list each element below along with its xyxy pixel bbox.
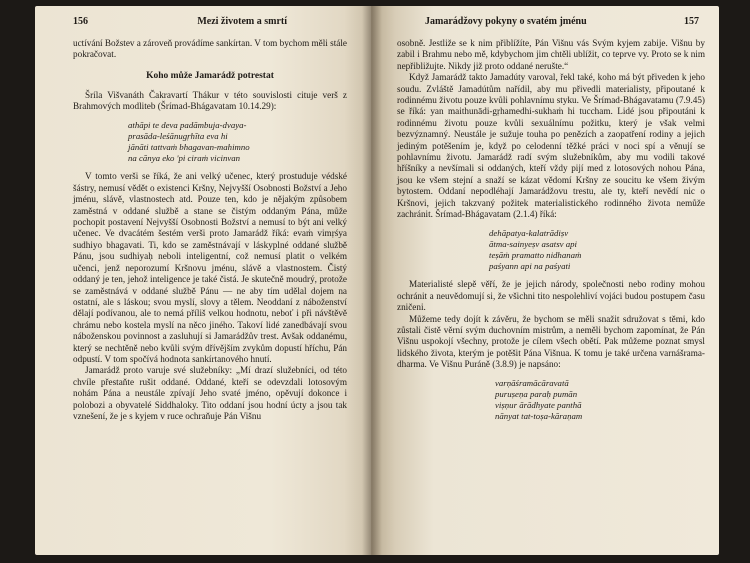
right-page — [371, 6, 719, 555]
sanskrit-verse — [397, 378, 705, 423]
paragraph: Jamarádž proto varuje své služebníky: „Mí drazí služebníci, od této chvíle přestaňte rušit oddané. Oddané, kteří se odevzdali lotosovým nohám Pána a neustále zpívají Jeho svaté jméno, opěvují dokonce i polobozi a obyvatelé Siddhaloky. Tito oddaní jsou hodní úcty a jsou tak vznešení, že je s kyjem v ruce ochraňuje Pán Višnu — [73, 365, 347, 421]
verse-line: athāpi te deva padāmbuja-dvaya- — [128, 119, 247, 130]
left-page — [35, 6, 371, 555]
page-number-right: 157 — [684, 16, 699, 27]
section-heading: Koho může Jamarádž potrestat — [146, 70, 274, 81]
running-head-left — [73, 16, 347, 29]
book-gutter — [362, 6, 382, 555]
running-title-right: Jamarádžovy pokyny o svatém jménu — [425, 16, 587, 27]
verse-line: ātma-sainyeṣv asatsv api — [489, 238, 577, 249]
paragraph: osobně. Jestliže se k nim přiblížíte, Pán Višnu vás Svým kyjem zabije. Višnu by zabil i Brahmu nebo mě, kdybychom jim chtěli ublížit, co teprve vy. Proto se k nim nepřibližujte. Nikdy již proto oddané nerušte.“ — [397, 38, 705, 71]
verse-line: jānāti tattvaṁ bhagavan-mahimno — [128, 142, 250, 153]
verse-line: na cānya eko 'pi ciraṁ vicinvan — [128, 153, 241, 164]
verse-line: dehāpatya-kalatrādiṣv — [489, 227, 569, 238]
paragraph: Šríla Višvanáth Čakravartí Thákur v této souvislosti cituje verš z Brahmových modliteb (Šrímad-Bhágavatam 10.14.29): — [73, 89, 347, 112]
paragraph: Můžeme tedy dojít k závěru, že bychom se měli snažit sdružovat s těmi, kdo zůstali čistě věrní svým duchovním mistrům, a neměli bychom zapomínat, že Pán Višnu uspokojí všechny, protože je cílem všech obětí. Pak můžeme poznat smysl lidského života, kterým je potěšit Pána Višnua. K tomu je také určena varnášrama-dharma. Ve Višnu Puráně (3.8.9) je napsáno: — [397, 313, 705, 370]
verse-line: teṣāṁ pramatto nidhanaṁ — [489, 249, 582, 260]
paragraph: Materialisté slepě věří, že je jejich národy, společnosti nebo rodiny mohou ochránit a neuvědomují si, že všichni tito nespolehliví vojáci budou postupem času zničeni. — [397, 279, 705, 313]
running-head-right — [397, 16, 705, 29]
sanskrit-verse — [397, 228, 705, 273]
sanskrit-verse — [73, 120, 347, 165]
page-number-left: 156 — [73, 16, 88, 27]
verse-line: prasāda-leśānugṛhīta eva hi — [128, 130, 228, 141]
verse-line: varṇāśramācāravatā — [495, 377, 569, 388]
verse-line: viṣṇur ārādhyate panthā — [495, 399, 582, 410]
verse-line: puruṣeṇa paraḥ pumān — [495, 388, 578, 399]
verse-line: nānyat tat-toṣa-kāraṇam — [495, 411, 583, 422]
paragraph: uctívání Božstev a zároveň provádíme sankírtan. V tom bychom měli stále pokračovat. — [73, 38, 347, 60]
verse-line: paśyann api na paśyati — [489, 261, 571, 272]
paragraph: V tomto verši se říká, že ani velký učenec, který prostuduje védské šástry, nemusí vědět o existenci Kršny, Nejvyšší Osobnosti Božství a Jeho jménu, slávě, vlastnostech atd. Pouze ten, kdo je nějakým způsobem zaměstná v oddané službě a stane se čistým oddaným Pána, může pochopit postavení Nejvyšší Osobnosti Božství a nemusí to být ani velký učenec. Ve dvacátém šestém verši proto Jamarádž říká: evaṁ vimṛśya sudhiyo bhagavati. Ti, kdo se zaměstnávají v láskyplné oddané službě Pánu, jsou sudhiyaḥ neboli inteligentní, což nemusí platit o velkém učenci, jenž neporozumí Kršnovu jménu, slávě a vlastnostem. Čistý oddaný je ten, jehož inteligence je také čistá. Je skutečně moudrý, protože se zaměstnává v oddané službě Pánu — ne aby tím udělal dojem na ostatní, ale s láskou; svou myslí, slovy a tělem. Neoddaní z náboženství dělají podívanou, ale to nemá příliš velkou hodnotu, neboť i při návštěvě chrámu nebo kostela myslí na něco jiného. Takoví lidé zanedbávají svou náboženskou povinnost a zasluhují si Jamarádžův trest. Avšak oddanému, který se nechtěně nebo kvůli svým dřívějším zvykům dopustí hříchu, Pán odpustí. V tom spočívá hodnota sankírtanového hnutí. — [73, 171, 347, 364]
running-title-left: Mezi životem a smrtí — [197, 16, 287, 27]
paragraph: Když Jamarádž takto Jamadúty varoval, řekl také, koho má být přiveden k jeho soudu. Zvláště Jamadútům nařídil, aby mu přivedli materialisty, připoutané k rodinnému životu pouze kvůli pohlavnímu styku. Ve Šrímad-Bhágavatamu (7.9.45) se říká: yan maithunādi-gṛhamedhi-sukhaṁ hi tuccham. Lidé jsou připoutáni k rodinnému životu pouze kvůli sexuálnímu požitku, který je však velmi bezvýznamný. Neustále je sužuje touha po penězích a zaopatření rodiny a jejich jediným potěšením je, když po celodenní těžké práci v noci spí a věnují se pohlavnímu životu. Jamarádž radí svým služebníkům, aby mu vodili takové hříšníky a nevšímali si oddaných, kteří vždy pijí med z lotosových nohou Pána, jsou ke všem stejní a snaží se kázat vědomí Kršny ze soucitu ke všem živým bytostem. Oddaní nepodléhají Jamarádžovu trestu, ale ty, kteří nevědí nic o Kršnovi, jejich takzvaný požitek materialistického rodinného života nemůže zachránit. Šrímad-Bhágavatam (2.1.4) říká: — [397, 72, 705, 220]
